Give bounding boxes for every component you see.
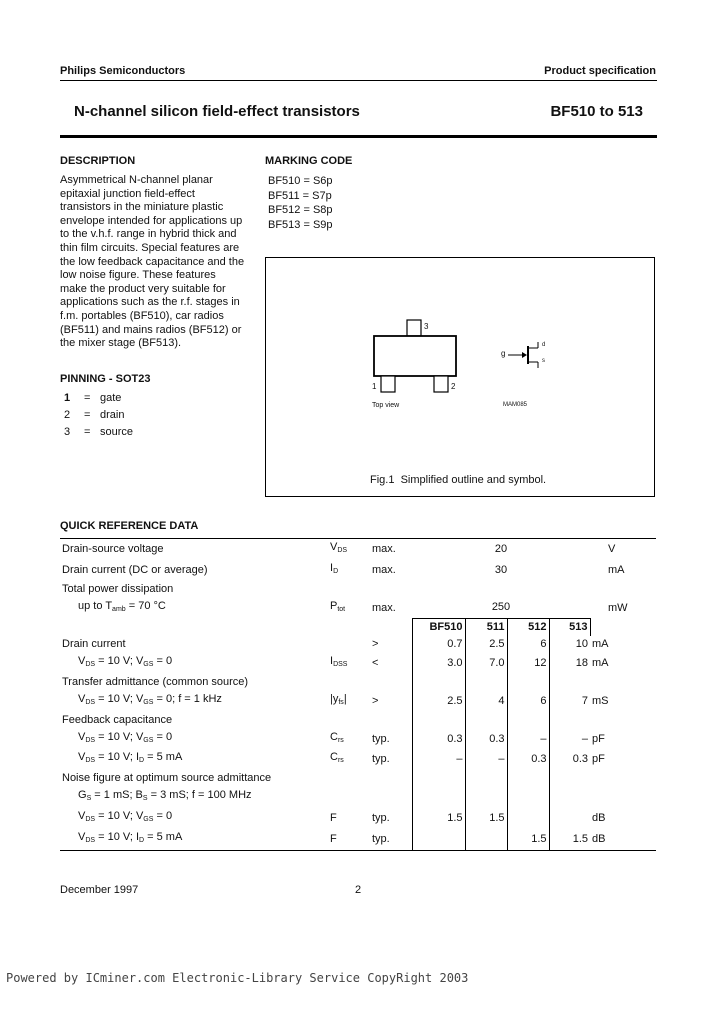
cond-part: V xyxy=(78,751,86,764)
table-row xyxy=(60,787,656,808)
label-tail: = 70 °C xyxy=(125,599,166,612)
source-symbol-label: s xyxy=(542,358,545,364)
cond-part: = 10 V; V xyxy=(95,692,144,705)
cond-part: = 0 xyxy=(153,810,173,823)
pin1-label: 1 xyxy=(372,382,377,391)
cond-part: = 0; f = 1 kHz xyxy=(153,692,222,705)
description-line: low noise figure. These features xyxy=(60,269,216,282)
pinning-heading: PINNING - SOT23 xyxy=(60,373,151,385)
cond-part: G xyxy=(78,789,87,802)
page-title: N-channel silicon field-effect transistors xyxy=(74,103,360,120)
pin2-label: 2 xyxy=(451,382,456,391)
figure-frame xyxy=(265,257,655,497)
symbol-sub: D xyxy=(333,567,339,575)
pin-number: 1 xyxy=(64,392,71,404)
column-header: 511 xyxy=(465,619,507,636)
symbol-sub: rs xyxy=(337,757,344,765)
table-row xyxy=(60,581,656,598)
value-cell: – xyxy=(507,729,549,750)
value-cell: 1.5 xyxy=(549,829,590,850)
pin-name: gate xyxy=(100,392,122,404)
row-symbol: C xyxy=(330,730,338,743)
marking-code: BF511 = S7p xyxy=(268,189,332,202)
table-row xyxy=(60,691,656,712)
value-cell: – xyxy=(412,749,465,770)
symbol-sub: DSS xyxy=(333,660,348,668)
table-row xyxy=(60,729,656,750)
value-cell: 0.3 xyxy=(549,749,590,770)
value-cell: 7 xyxy=(549,691,590,712)
figure-caption xyxy=(370,474,546,486)
row-unit: pF xyxy=(592,732,605,745)
row-unit: pF xyxy=(592,753,605,766)
description-line: envelope intended for applications up xyxy=(60,214,243,227)
row-label: Noise figure at optimum source admittance xyxy=(62,772,272,785)
row-label: up to T xyxy=(78,599,113,612)
marking-codes xyxy=(268,174,333,232)
description-line: Asymmetrical N-channel planar xyxy=(60,174,213,186)
value-cell: 18 xyxy=(549,653,590,674)
row-cond: max. xyxy=(372,563,396,576)
pin-row xyxy=(64,426,133,438)
row-label: Drain current xyxy=(62,638,126,651)
row-cond: > xyxy=(372,638,379,651)
value-cell: – xyxy=(465,749,507,770)
row-value: 250 xyxy=(491,601,511,614)
symbol-sub: rs xyxy=(337,736,344,744)
cond-part: = 5 mA xyxy=(144,831,183,844)
row-cond: typ. xyxy=(372,732,390,745)
cond-part: = 0 xyxy=(153,730,173,743)
value-cell: 6 xyxy=(507,636,549,653)
description-heading: DESCRIPTION xyxy=(60,155,136,167)
row-unit: mW xyxy=(608,601,628,614)
value-cell: 12 xyxy=(507,653,549,674)
cond-sub: DS xyxy=(85,736,96,744)
label-sub: amb xyxy=(112,605,126,613)
value-cell: 4 xyxy=(465,691,507,712)
doc-type: Product specification xyxy=(544,65,656,77)
pin-eq: = xyxy=(84,426,91,438)
cond-part: V xyxy=(78,654,86,667)
cond-sub: S xyxy=(86,795,92,803)
table-row xyxy=(60,770,656,787)
cond-sub: DS xyxy=(85,660,96,668)
caption-text: Simplified outline and symbol. xyxy=(400,474,547,486)
symbol-sub: fs xyxy=(338,698,344,706)
pin2-lead xyxy=(434,376,448,392)
cond-sub: DS xyxy=(85,698,96,706)
cond-part: = 10 V; V xyxy=(95,810,144,823)
value-cell: 2.5 xyxy=(412,691,465,712)
cond-part: V xyxy=(78,831,86,844)
table-row xyxy=(60,712,656,729)
description-body xyxy=(60,174,260,351)
qrd-heading: QUICK REFERENCE DATA xyxy=(60,520,199,532)
quick-reference-table xyxy=(60,538,656,851)
symbol-sub: tot xyxy=(337,605,346,613)
pin-eq: = xyxy=(84,409,91,421)
marking-code: BF513 = S9p xyxy=(268,218,333,231)
row-symbol: C xyxy=(330,751,338,764)
column-header: 513 xyxy=(549,619,590,636)
column-header-row xyxy=(60,619,656,636)
gate-arrow xyxy=(522,352,527,358)
table-row xyxy=(60,829,656,850)
value-cell: 1.5 xyxy=(465,808,507,829)
cond-sub: DS xyxy=(85,837,96,845)
part-range: BF510 to 513 xyxy=(550,103,643,120)
pin-row xyxy=(64,409,124,421)
cond-part: = 10 V; I xyxy=(95,751,140,764)
figure-code: MAM085 xyxy=(503,402,528,408)
description-line: to the v.h.f. range in hybrid thick and xyxy=(60,228,237,241)
row-cond: > xyxy=(372,694,379,707)
row-value: 20 xyxy=(412,539,590,560)
pin-number: 2 xyxy=(64,409,71,421)
page-number: 2 xyxy=(355,884,362,896)
value-cell xyxy=(507,808,549,829)
row-label: Total power dissipation xyxy=(62,582,174,595)
pin-row xyxy=(64,392,121,404)
value-cell: 1.5 xyxy=(507,829,549,850)
cond-sub: DS xyxy=(85,816,96,824)
row-cond: typ. xyxy=(372,753,390,766)
row-label: Drain-source voltage xyxy=(60,539,328,560)
pin-name: drain xyxy=(100,409,125,421)
cond-sub: DS xyxy=(85,757,96,765)
value-cell: 0.3 xyxy=(412,729,465,750)
value-cell: – xyxy=(549,729,590,750)
row-unit: V xyxy=(590,539,656,560)
description-line: make the product very suitable for xyxy=(60,282,226,295)
row-symbol: I xyxy=(330,561,334,574)
value-cell xyxy=(412,829,465,850)
value-cell: 7.0 xyxy=(465,653,507,674)
marking-heading: MARKING CODE xyxy=(265,155,353,167)
description-line: f.m. portables (BF510), car radios xyxy=(60,309,224,322)
cond-part: = 1 mS; B xyxy=(91,789,143,802)
cond-sub: GS xyxy=(143,660,154,668)
sot23-outline-drawing xyxy=(266,258,656,498)
row-unit: mS xyxy=(592,694,609,707)
row-symbol: F xyxy=(328,829,370,850)
value-cell: 0.3 xyxy=(465,729,507,750)
table-row xyxy=(60,674,656,691)
cond-sub: GS xyxy=(143,698,154,706)
pin-eq: = xyxy=(84,392,91,404)
row-label: Drain current (DC or average) xyxy=(62,563,208,576)
table-row xyxy=(60,653,656,674)
row-symbol: I xyxy=(330,654,334,667)
description-line: (BF511) and mains radios (BF512) or xyxy=(60,323,242,336)
value-cell xyxy=(465,829,507,850)
caption-label: Fig.1 xyxy=(370,474,395,486)
table-row xyxy=(60,808,656,829)
row-unit: mA xyxy=(608,563,625,576)
header-rule xyxy=(60,80,657,81)
marking-code: BF510 = S6p xyxy=(268,175,333,187)
package-body xyxy=(374,336,456,376)
pin3-label: 3 xyxy=(424,322,429,331)
row-label: Feedback capacitance xyxy=(62,713,173,726)
value-cell: 0.3 xyxy=(507,749,549,770)
value-cell xyxy=(549,808,590,829)
row-cond: < xyxy=(372,656,379,669)
value-cell: 10 xyxy=(549,636,590,653)
column-header: 512 xyxy=(507,619,549,636)
gate-symbol-label: g xyxy=(501,349,506,358)
column-header: BF510 xyxy=(412,619,465,636)
symbol-tail: | xyxy=(343,692,347,705)
cond-sub: S xyxy=(142,795,148,803)
pin-number: 3 xyxy=(64,426,71,438)
top-view-label: Top view xyxy=(372,402,400,409)
row-symbol: V xyxy=(330,541,338,553)
row-unit: mA xyxy=(592,638,609,651)
marking-code: BF512 = S8p xyxy=(268,204,333,216)
cond-sub: GS xyxy=(143,816,154,824)
cond-part: = 10 V; V xyxy=(95,654,144,667)
table-row xyxy=(60,636,656,653)
row-cond: typ. xyxy=(370,829,412,850)
row-unit: dB xyxy=(592,812,606,825)
company-name: Philips Semiconductors xyxy=(60,65,186,77)
cond-part: V xyxy=(78,810,86,823)
cond-part: = 0 xyxy=(153,654,173,667)
description-line: thin film circuits. Special features are xyxy=(60,241,240,254)
row-symbol: P xyxy=(330,599,338,612)
pin1-lead xyxy=(381,376,395,392)
row-value: 30 xyxy=(494,563,508,576)
cond-part: V xyxy=(78,692,86,705)
row-cond: max. xyxy=(372,601,396,614)
cond-part: V xyxy=(78,730,86,743)
value-cell: 0.7 xyxy=(412,636,465,653)
row-symbol: |y xyxy=(330,692,339,705)
row-unit: dB xyxy=(590,829,656,850)
cond-part: = 10 V; V xyxy=(95,730,144,743)
pin3-lead xyxy=(407,320,421,336)
cond-sub: GS xyxy=(143,736,154,744)
row-symbol: F xyxy=(330,812,337,825)
description-line: the mixer stage (BF513). xyxy=(60,337,182,350)
title-rule xyxy=(60,135,657,138)
row-cond: typ. xyxy=(372,812,390,825)
row-cond: max. xyxy=(370,539,412,560)
table-row xyxy=(60,749,656,770)
drain-symbol-label: d xyxy=(542,342,546,348)
value-cell: 2.5 xyxy=(465,636,507,653)
value-cell: 6 xyxy=(507,691,549,712)
pin-name: source xyxy=(100,426,134,438)
powered-by-banner: Powered by ICminer.com Electronic-Library Service CopyRight 2003 xyxy=(6,971,469,985)
cond-sub: D xyxy=(139,837,145,845)
cond-part: = 3 mS; f = 100 MHz xyxy=(147,789,252,802)
cond-sub: D xyxy=(139,757,145,765)
footer-date: December 1997 xyxy=(60,884,139,896)
symbol-sub: DS xyxy=(337,547,348,554)
table-row xyxy=(60,539,656,560)
value-cell: 3.0 xyxy=(412,653,465,674)
description-line: applications such as the r.f. stages in xyxy=(60,296,240,309)
value-cell: 1.5 xyxy=(412,808,465,829)
cond-part: = 10 V; I xyxy=(95,831,140,844)
cond-part: = 5 mA xyxy=(144,751,183,764)
row-unit: mA xyxy=(592,656,609,669)
table-row xyxy=(60,560,656,581)
description-line: the low feedback capacitance and the xyxy=(60,255,245,268)
description-line: transistors in the miniature plastic xyxy=(60,201,224,214)
table-row xyxy=(60,598,656,619)
description-line: epitaxial junction field-effect xyxy=(60,187,195,200)
row-label: Transfer admittance (common source) xyxy=(62,675,249,688)
